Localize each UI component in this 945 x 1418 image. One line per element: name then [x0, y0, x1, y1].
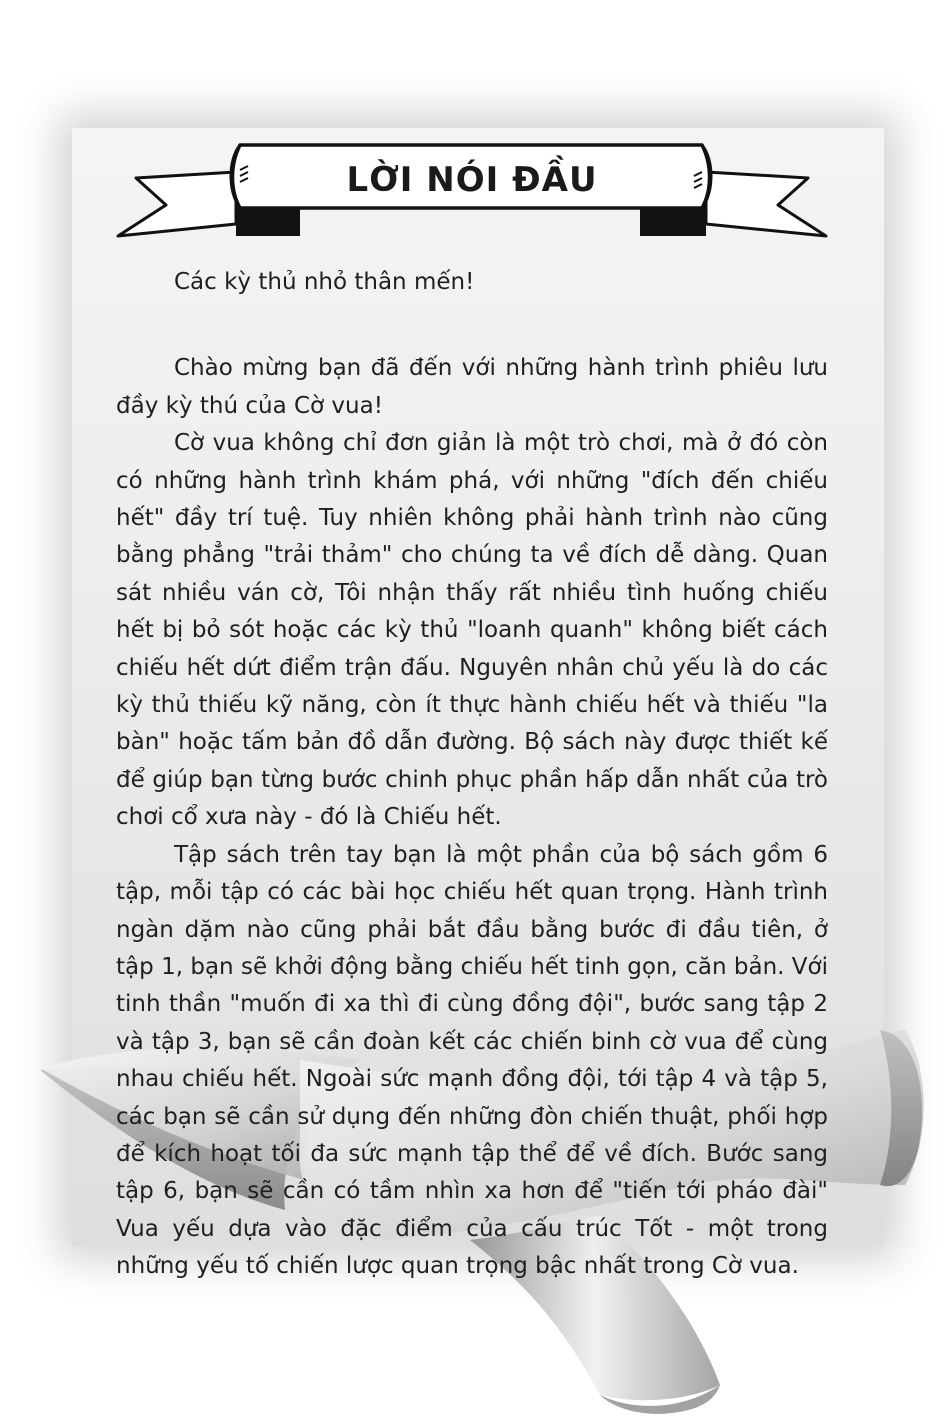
banner-left-tail — [118, 172, 236, 236]
paragraph-1: Chào mừng bạn đã đến với những hành trình phiêu lưu đầy kỳ thú của Cờ vua! — [116, 355, 828, 419]
preface-text — [116, 264, 828, 1286]
paragraph-2: Cờ vua không chỉ đơn giản là một trò chơi, mà ở đó còn có những hành trình khám phá, với những "đích đến chiếu hết" đầy trí tuệ. Tuy nhiên không phải hành trình nào cũng bằng phẳng "trải thảm" cho chúng ta về đích dễ dàng. Quan sát nhiều ván cờ, Tôi nhận thấy rất nhiều tình huống chiếu hết bị bỏ sót hoặc các kỳ thủ "loanh quanh" không biết cách chiếu hết dứt điểm trận đấu. Nguyên nhân chủ yếu là do các kỳ thủ thiếu kỹ năng, còn ít thực hành chiếu hết và thiếu "la bàn" hoặc tấm bản đồ dẫn đường. Bộ sách này được thiết kế để giúp bạn từng bước chinh phục phần hấp dẫn nhất của trò chơi cổ xưa này - đó là Chiếu hết. — [116, 430, 828, 831]
greeting-line: Các kỳ thủ nhỏ thân mến! — [174, 269, 475, 295]
banner-right-tail — [706, 172, 826, 236]
paragraph-3: Tập sách trên tay bạn là một phần của bộ sách gồm 6 tập, mỗi tập có các bài học chiếu hết quan trọng. Hành trình ngàn dặm nào cũng phải bắt đầu bằng bước đi đầu tiên, ở tập 1, bạn sẽ khởi động bằng chiếu hết tinh gọn, căn bản. Với tinh thần "muốn đi xa thì đi cùng đồng đội", bước sang tập 2 và tập 3, bạn sẽ cần đoàn kết các chiến binh cờ vua để cùng nhau chiếu hết. Ngoài sức mạnh đồng đội, tới tập 4 và tập 5, các bạn sẽ cần sử dụng đến những đòn chiến thuật, phối hợp để kích hoạt tối đa sức mạnh tập thể để về đích. Bước sang tập 6, bạn sẽ cần có tầm nhìn xa hơn để "tiến tới pháo đài" Vua yếu dựa vào đặc điểm của cấu trúc Tốt - một trong những yếu tố chiến lược quan trọng bậc nhất trong Cờ vua. — [116, 841, 828, 1280]
page-title: LỜI NÓI ĐẦU — [346, 160, 598, 200]
